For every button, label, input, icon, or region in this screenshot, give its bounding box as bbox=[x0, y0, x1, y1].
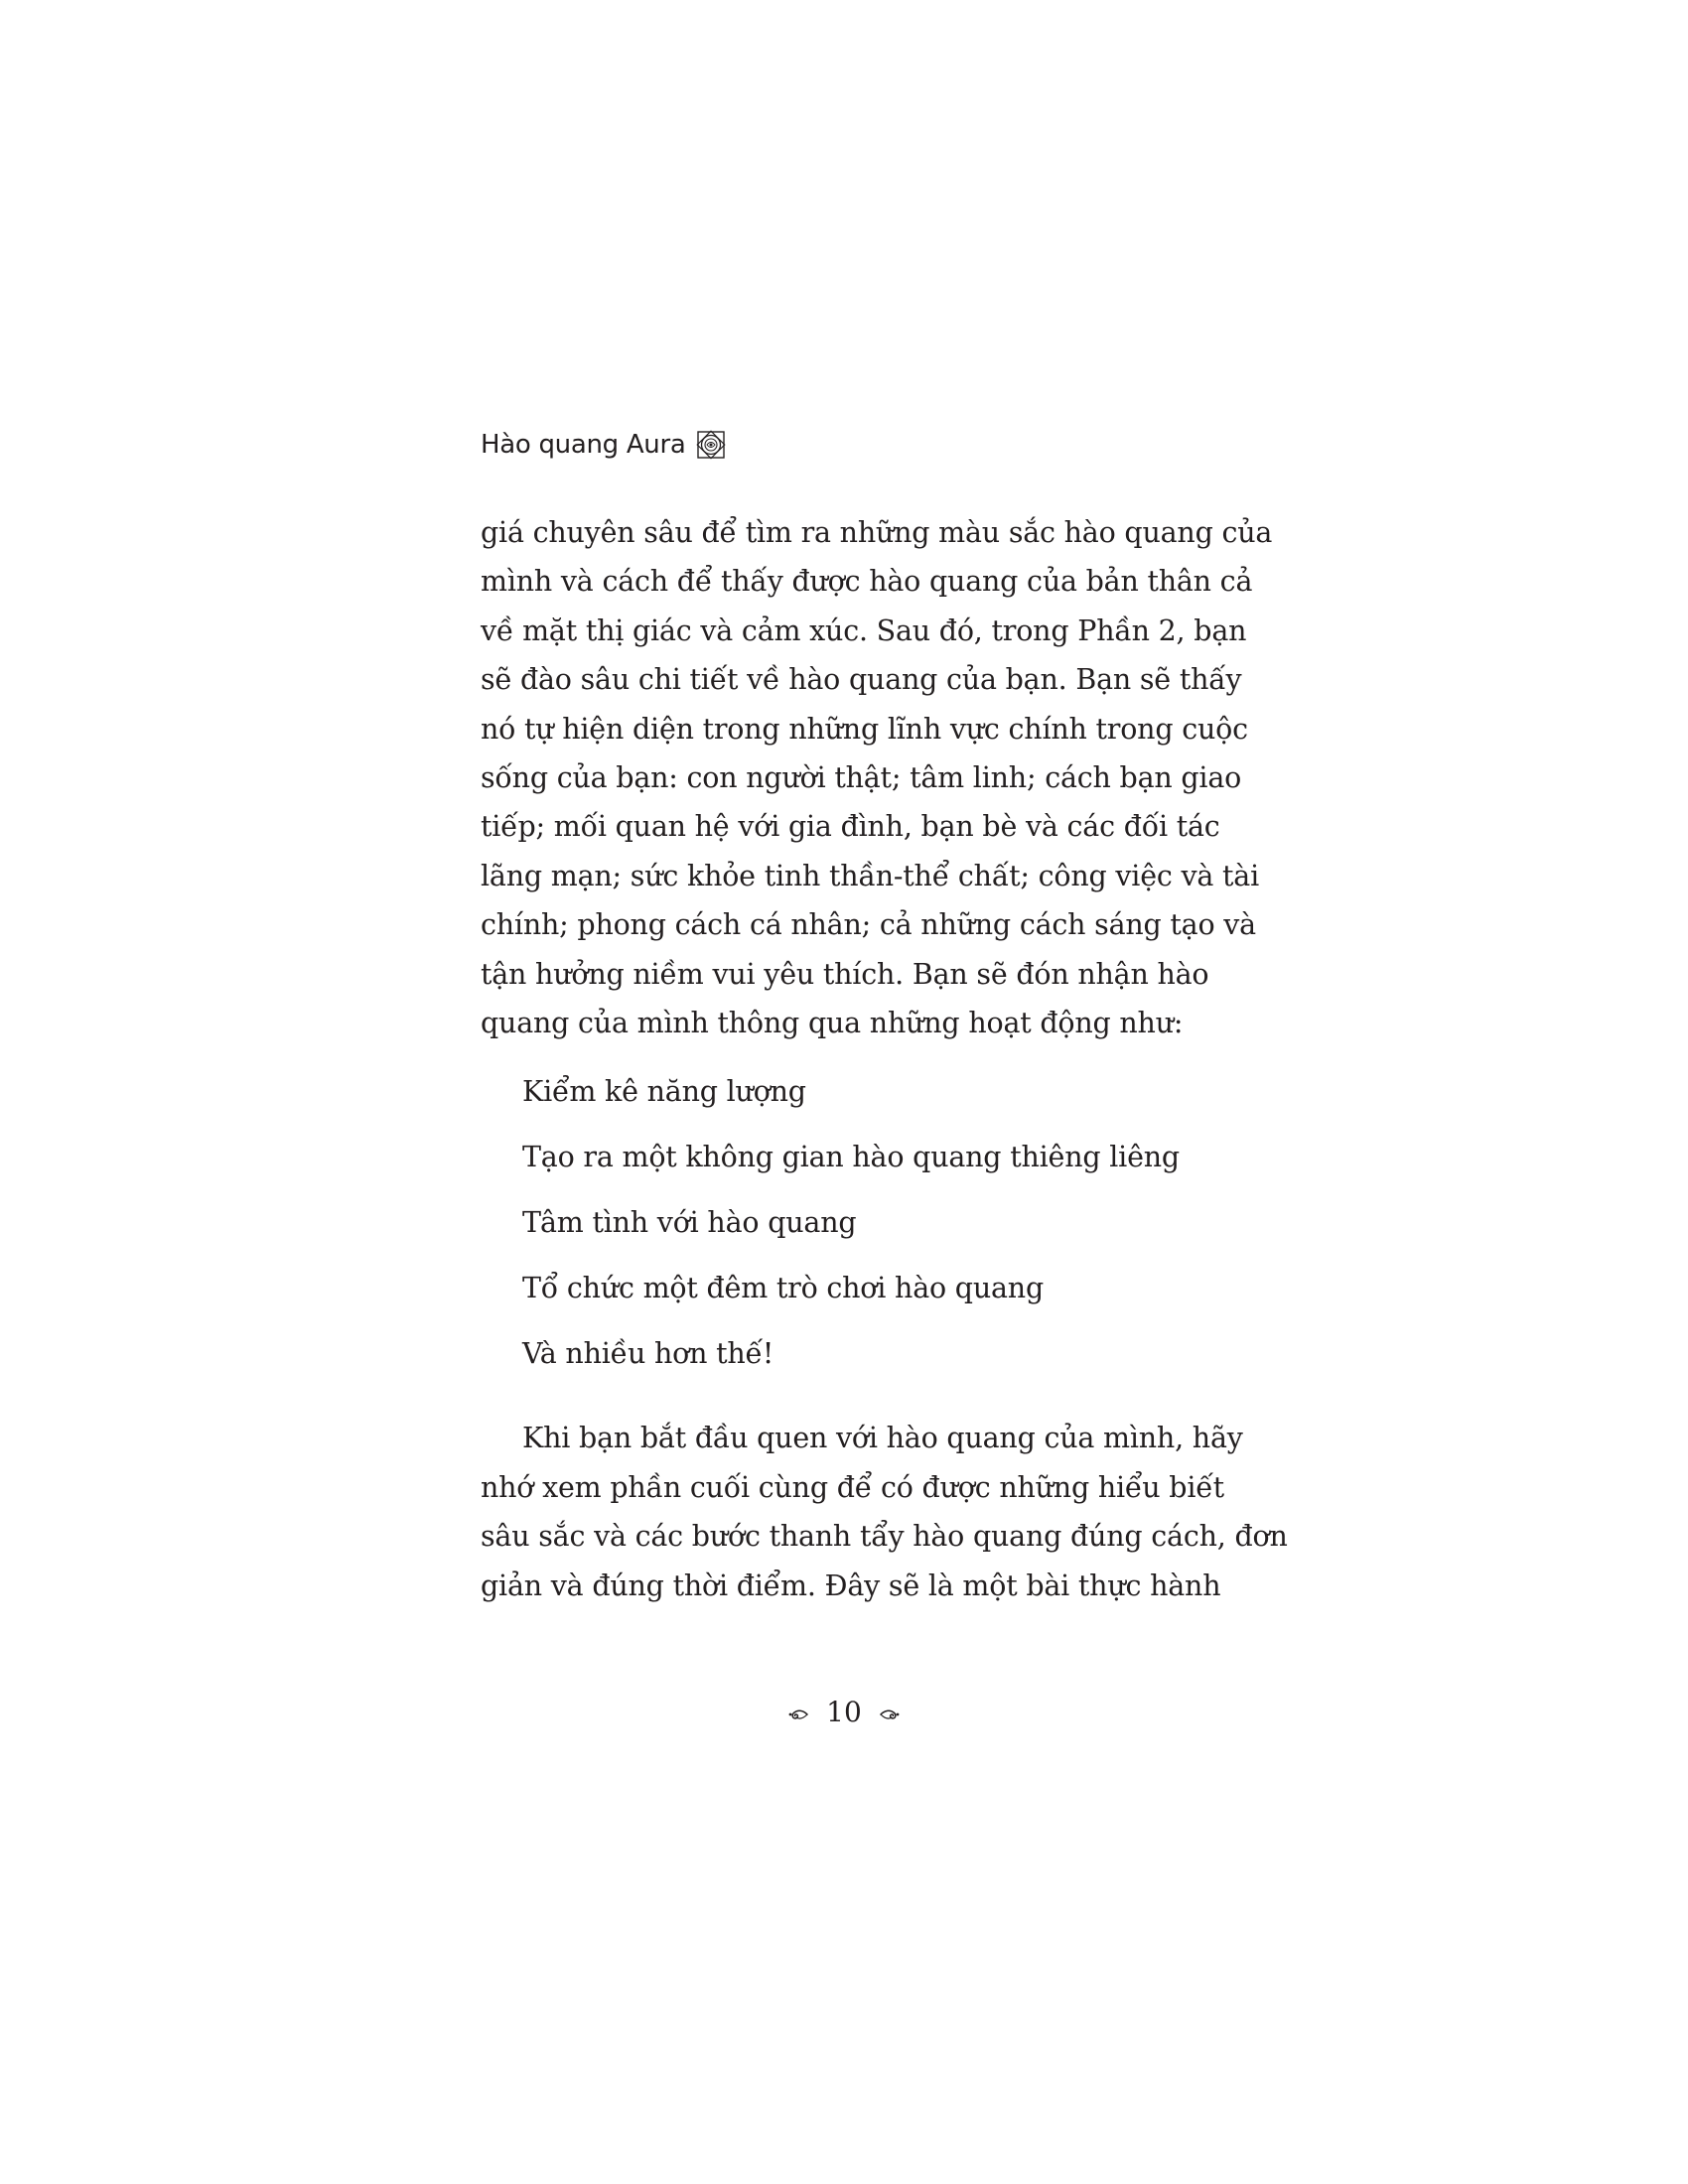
fleuron-right-icon bbox=[879, 1704, 901, 1725]
paragraph-2 bbox=[481, 1414, 1288, 1610]
aura-emblem-icon bbox=[696, 430, 726, 460]
text-line: chính; phong cách cá nhân; cả những cách sáng tạo và bbox=[481, 908, 1256, 942]
list-item: Tâm tình với hào quang bbox=[522, 1206, 857, 1240]
text-line: sâu sắc và các bước thanh tẩy hào quang đúng cách, đơn bbox=[481, 1520, 1288, 1554]
running-header bbox=[481, 425, 726, 465]
text-line: giản và đúng thời điểm. Đây sẽ là một bài thực hành bbox=[481, 1569, 1221, 1602]
text-line: giá chuyên sâu để tìm ra những màu sắc hào quang của bbox=[481, 516, 1273, 549]
text-line: tận hưởng niềm vui yêu thích. Bạn sẽ đón nhận hào bbox=[481, 957, 1209, 991]
book-title: Hào quang Aura bbox=[481, 430, 686, 460]
fleuron-left-icon bbox=[787, 1704, 809, 1725]
text-line: nó tự hiện diện trong những lĩnh vực chính trong cuộc bbox=[481, 712, 1248, 746]
text-line: tiếp; mối quan hệ với gia đình, bạn bè và các đối tác bbox=[481, 810, 1220, 844]
text-line: Khi bạn bắt đầu quen với hào quang của mình, hãy bbox=[522, 1422, 1243, 1455]
text-line: nhớ xem phần cuối cùng để có được những hiểu biết bbox=[481, 1470, 1224, 1504]
text-line: về mặt thị giác và cảm xúc. Sau đó, trong Phần 2, bạn bbox=[481, 614, 1247, 647]
page-body bbox=[481, 508, 1288, 1610]
activity-list bbox=[522, 1067, 1186, 1394]
list-item: Và nhiều hơn thế! bbox=[522, 1336, 774, 1370]
text-line: quang của mình thông qua những hoạt động như: bbox=[481, 1007, 1184, 1040]
page-number: 10 bbox=[826, 1696, 862, 1728]
page-footer bbox=[0, 1696, 1688, 1728]
list-item: Tạo ra một không gian hào quang thiêng liêng bbox=[522, 1141, 1180, 1174]
list-item: Tổ chức một đêm trò chơi hào quang bbox=[522, 1271, 1044, 1304]
list-item: Kiểm kê năng lượng bbox=[522, 1075, 806, 1109]
paragraph-1 bbox=[481, 508, 1273, 1047]
text-line: mình và cách để thấy được hào quang của bản thân cả bbox=[481, 565, 1253, 599]
text-line: lãng mạn; sức khỏe tinh thần-thể chất; công việc và tài bbox=[481, 859, 1259, 892]
text-line: sống của bạn: con người thật; tâm linh; cách bạn giao bbox=[481, 761, 1242, 795]
text-line: sẽ đào sâu chi tiết về hào quang của bạn. Bạn sẽ thấy bbox=[481, 663, 1242, 697]
